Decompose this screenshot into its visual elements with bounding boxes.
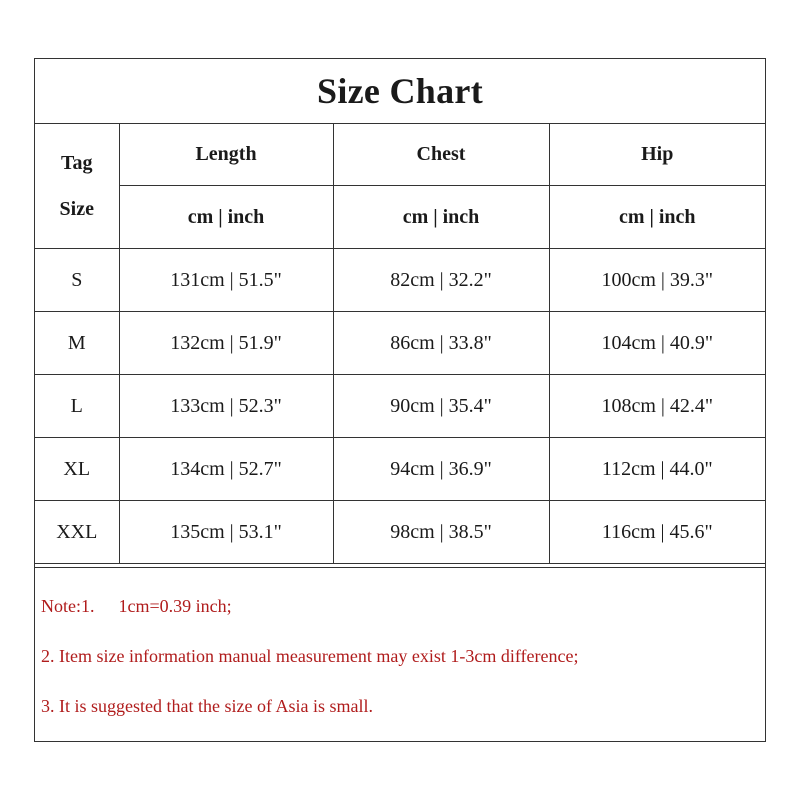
table-row — [35, 312, 765, 375]
size-cell: L — [35, 375, 119, 438]
chest-header: Chest — [333, 123, 549, 186]
chest-unit: cm | inch — [333, 186, 549, 249]
size-cell: S — [35, 249, 119, 312]
tag-label: Tag — [60, 151, 93, 174]
chest-cell: 82cm | 32.2" — [333, 249, 549, 312]
length-cell: 135cm | 53.1" — [119, 501, 333, 564]
header-row — [35, 123, 765, 186]
size-cell: M — [35, 312, 119, 375]
tag-size-header — [35, 123, 119, 249]
unit-row — [35, 186, 765, 249]
length-cell: 134cm | 52.7" — [119, 438, 333, 501]
hip-cell: 104cm | 40.9" — [549, 312, 765, 375]
table-row — [35, 438, 765, 501]
note-1-prefix: Note:1. — [41, 596, 95, 616]
length-header: Length — [119, 123, 333, 186]
table-row — [35, 375, 765, 438]
size-chart — [34, 58, 766, 742]
note-3: 3. It is suggested that the size of Asia is small. — [41, 696, 373, 716]
hip-cell: 116cm | 45.6" — [549, 501, 765, 564]
chest-cell: 86cm | 33.8" — [333, 312, 549, 375]
length-cell: 133cm | 52.3" — [119, 375, 333, 438]
length-unit: cm | inch — [119, 186, 333, 249]
chart-title: Size Chart — [35, 59, 765, 124]
length-cell: 132cm | 51.9" — [119, 312, 333, 375]
chest-cell: 98cm | 38.5" — [333, 501, 549, 564]
note-1-text: 1cm=0.39 inch; — [118, 596, 232, 616]
size-label: Size — [59, 197, 94, 220]
note-1 — [41, 596, 232, 617]
hip-header: Hip — [549, 123, 765, 186]
size-cell: XXL — [35, 501, 119, 564]
size-cell: XL — [35, 438, 119, 501]
length-cell: 131cm | 51.5" — [119, 249, 333, 312]
table-row — [35, 249, 765, 312]
notes-section — [35, 567, 765, 743]
hip-cell: 108cm | 42.4" — [549, 375, 765, 438]
note-2: 2. Item size information manual measurement may exist 1-3cm difference; — [41, 646, 579, 666]
hip-unit: cm | inch — [549, 186, 765, 249]
chest-cell: 94cm | 36.9" — [333, 438, 549, 501]
size-table — [35, 123, 765, 564]
table-row — [35, 501, 765, 564]
hip-cell: 100cm | 39.3" — [549, 249, 765, 312]
chest-cell: 90cm | 35.4" — [333, 375, 549, 438]
hip-cell: 112cm | 44.0" — [549, 438, 765, 501]
